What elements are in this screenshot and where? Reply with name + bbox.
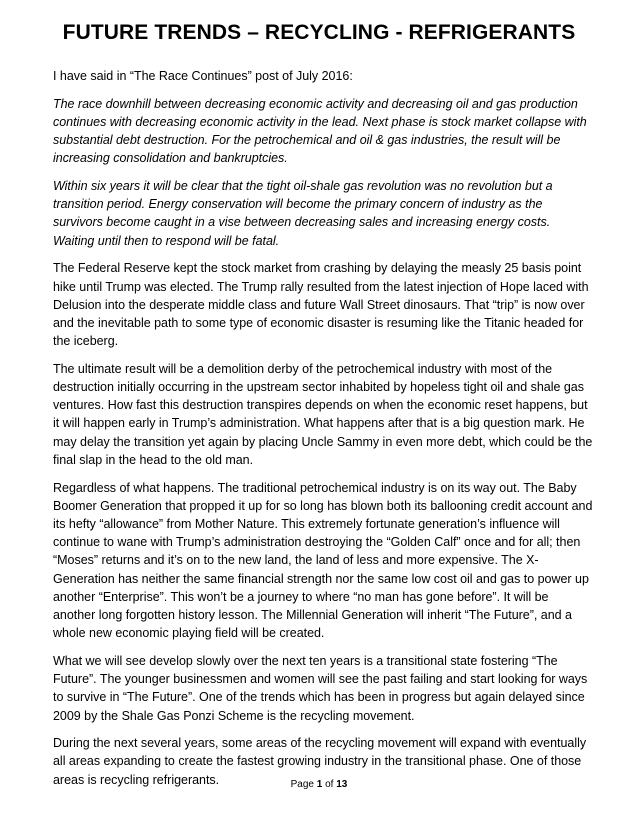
document-body — [53, 67, 593, 798]
total-pages-number: 13 — [336, 779, 348, 790]
page-title: FUTURE TRENDS – RECYCLING - REFRIGERANTS — [62, 21, 576, 44]
page-label: Page — [290, 779, 314, 790]
paragraph-intro: I have said in “The Race Continues” post of July 2016: — [53, 69, 353, 83]
paragraph: The Federal Reserve kept the stock market from crashing by delaying the measly 25 basis point hike until Trump was elected. The Trump rally resulted from the latest injection of Hope laced with Delusion into the desperate middle class and future Wall Street dinosaurs. That “trip” is now over and the inevitable path to some type of economic disaster is resuming like the Titanic headed for the iceberg. — [53, 261, 589, 349]
quoted-paragraph: Within six years it will be clear that the tight oil-shale gas revolution was no revolution but a transition period. Energy conservation will become the primary concern of industry as the survivors become caught in a vise between decreasing sales and increasing energy costs. Waiting until then to respond will be fatal. — [53, 179, 553, 248]
page-footer — [0, 778, 638, 792]
quoted-paragraph: The race downhill between decreasing economic activity and decreasing oil and gas production continues with decreasing economic activity in the lead. Next phase is stock market collapse with substantial debt destruction. For the petrochemical and oil & gas industries, the result will be increasing consolidation and bankruptcies. — [53, 96, 587, 166]
paragraph: During the next several years, some areas of the recycling movement will expand with eventually all areas expanding to create the fastest growing industry in the transitional phase. One of those areas is recycling refrigerants. — [53, 736, 587, 787]
current-page-number: 1 — [316, 779, 323, 790]
paragraph: The ultimate result will be a demolition derby of the petrochemical industry with most of the destruction initially occurring in the upstream sector inhabited by hopeless tight oil and shale gas ventures. How fast this destruction transpires depends on when the economic reset happens, but it will happen early in Trump’s administration. What happens after that is a big question mark. He may delay the transition yet again by placing Uncle Sammy in even more debt, which could be the final slap in the head to the old man. — [53, 361, 593, 467]
paragraph: Regardless of what happens. The traditional petrochemical industry is on its way out. The Baby Boomer Generation that propped it up for so long has blown both its ballooning credit account and its hefty “allowance” from Mother Nature. This extremely fortunate generation’s influence will continue to wane with Trump’s administration destroying the “Golden Calf” once and for all; then “Moses” returns and it’s on to the new land, the land of less and more expensive. The X-Generation has neither the same financial strength nor the same low cost oil and gas to power up another “Enterprise”. This won’t be a journey to where “no man has gone before”. It will be another long forgotten history lesson. The Millennial Generation will inherit “The Future”, and a whole new economic playing field will be created. — [53, 480, 593, 641]
paragraph: What we will see develop slowly over the next ten years is a transitional state fostering “The Future”. The younger businessmen and women will see the past failing and start looking for ways to survive in “The Future”. One of the trends which has been in progress but again delayed since 2009 by the Shale Gas Ponzi Scheme is the recycling movement. — [53, 653, 588, 723]
of-label: of — [325, 779, 334, 790]
